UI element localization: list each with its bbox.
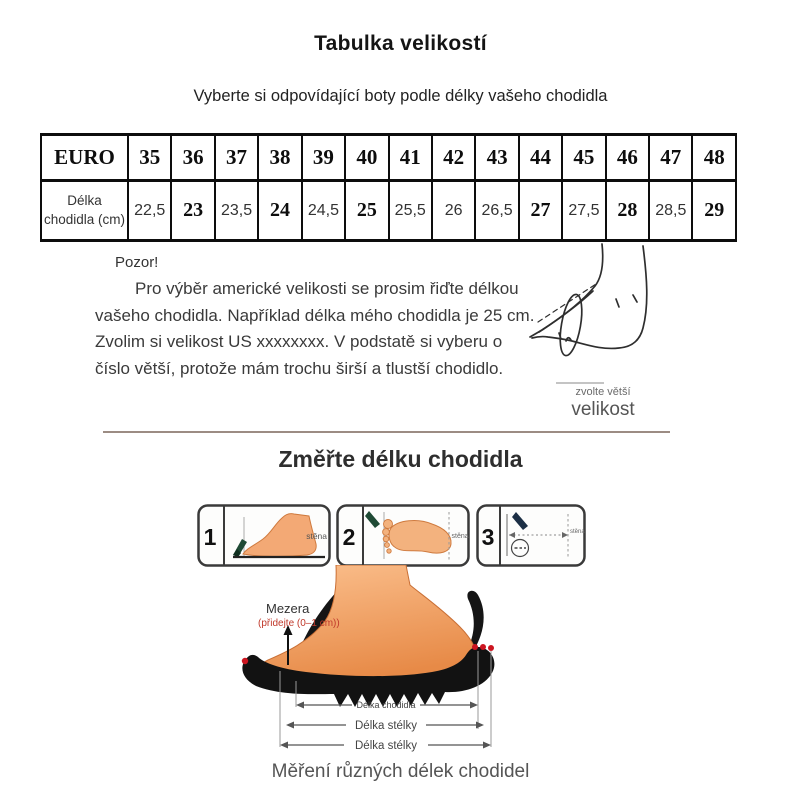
step-number: 3: [481, 524, 495, 550]
diagram-caption: Měření různých délek chodidel: [271, 761, 530, 782]
length-cell: 23,5: [215, 181, 258, 241]
measure-section-heading: Změřte délku chodidla: [278, 446, 523, 472]
size-cell: 44: [519, 135, 562, 181]
wall-label: stěna: [306, 531, 327, 541]
length-cell: 27: [519, 181, 562, 241]
advice-large-text: velikost: [571, 399, 635, 420]
size-cell: 38: [258, 135, 301, 181]
size-cell: 46: [606, 135, 649, 181]
page-subtitle: Vyberte si odpovídající boty podle délky vašeho chodidla: [193, 87, 608, 105]
section-divider: [103, 431, 670, 433]
size-table-header-row: [41, 135, 736, 181]
size-cell: 41: [389, 135, 432, 181]
foot-length-label: Délka chodidla: [356, 700, 416, 710]
notice-body: Pro výběr americké velikosti se prosim řiďte délkou vašeho chodidla. Například délka mého chodidla je 25 cm. Zvolim si velikost US xxxxxxxx. V podstatě si vyberu o číslo větší, protože mám trochu širší a tlustší chodidlo.: [95, 279, 535, 378]
page-title: Tabulka velikostí: [314, 32, 487, 55]
length-cell: 25,5: [389, 181, 432, 241]
length-cell: 26: [432, 181, 475, 241]
measure-step-2: [336, 504, 470, 567]
length-cell: 25: [345, 181, 388, 241]
step-number: 1: [203, 524, 217, 550]
insole-length-label-2: Délka stélky: [355, 740, 417, 752]
notice-heading: Pozor!: [115, 254, 159, 271]
size-cell: 45: [562, 135, 605, 181]
wall-label: stěna: [451, 533, 469, 540]
wall-label: stěna: [570, 529, 585, 535]
advice-label: [543, 386, 663, 421]
size-cell: 39: [302, 135, 345, 181]
insole-length-label-1: Délka stélky: [355, 720, 417, 732]
size-cell: 47: [649, 135, 692, 181]
gap-label: Mezera: [266, 601, 310, 616]
advice-small-text: zvolte větší: [575, 386, 631, 398]
size-table: [40, 133, 737, 242]
length-cell: 28: [606, 181, 649, 241]
table-row-label: Délka chodidla (cm): [41, 181, 128, 241]
step-number: 2: [342, 524, 356, 550]
length-cell: 23: [171, 181, 214, 241]
size-cell: 40: [345, 135, 388, 181]
length-cell: 24: [258, 181, 301, 241]
ankle-sketch-illustration: [522, 243, 707, 393]
size-table-length-row: [41, 181, 736, 241]
length-cell: 28,5: [649, 181, 692, 241]
length-cell: 29: [692, 181, 736, 241]
length-cell: 24,5: [302, 181, 345, 241]
foot-measurement-diagram: [236, 565, 514, 760]
gap-note: (přidejte (0–1 cm)): [258, 618, 340, 629]
measure-step-3: [476, 504, 586, 567]
size-cell: 42: [432, 135, 475, 181]
size-cell: 36: [171, 135, 214, 181]
size-cell: 43: [475, 135, 518, 181]
table-corner-label: EURO: [41, 135, 128, 181]
size-cell: 48: [692, 135, 736, 181]
size-cell: 35: [128, 135, 171, 181]
length-cell: 27,5: [562, 181, 605, 241]
size-cell: 37: [215, 135, 258, 181]
length-cell: 26,5: [475, 181, 518, 241]
length-cell: 22,5: [128, 181, 171, 241]
measure-step-1: [197, 504, 331, 567]
